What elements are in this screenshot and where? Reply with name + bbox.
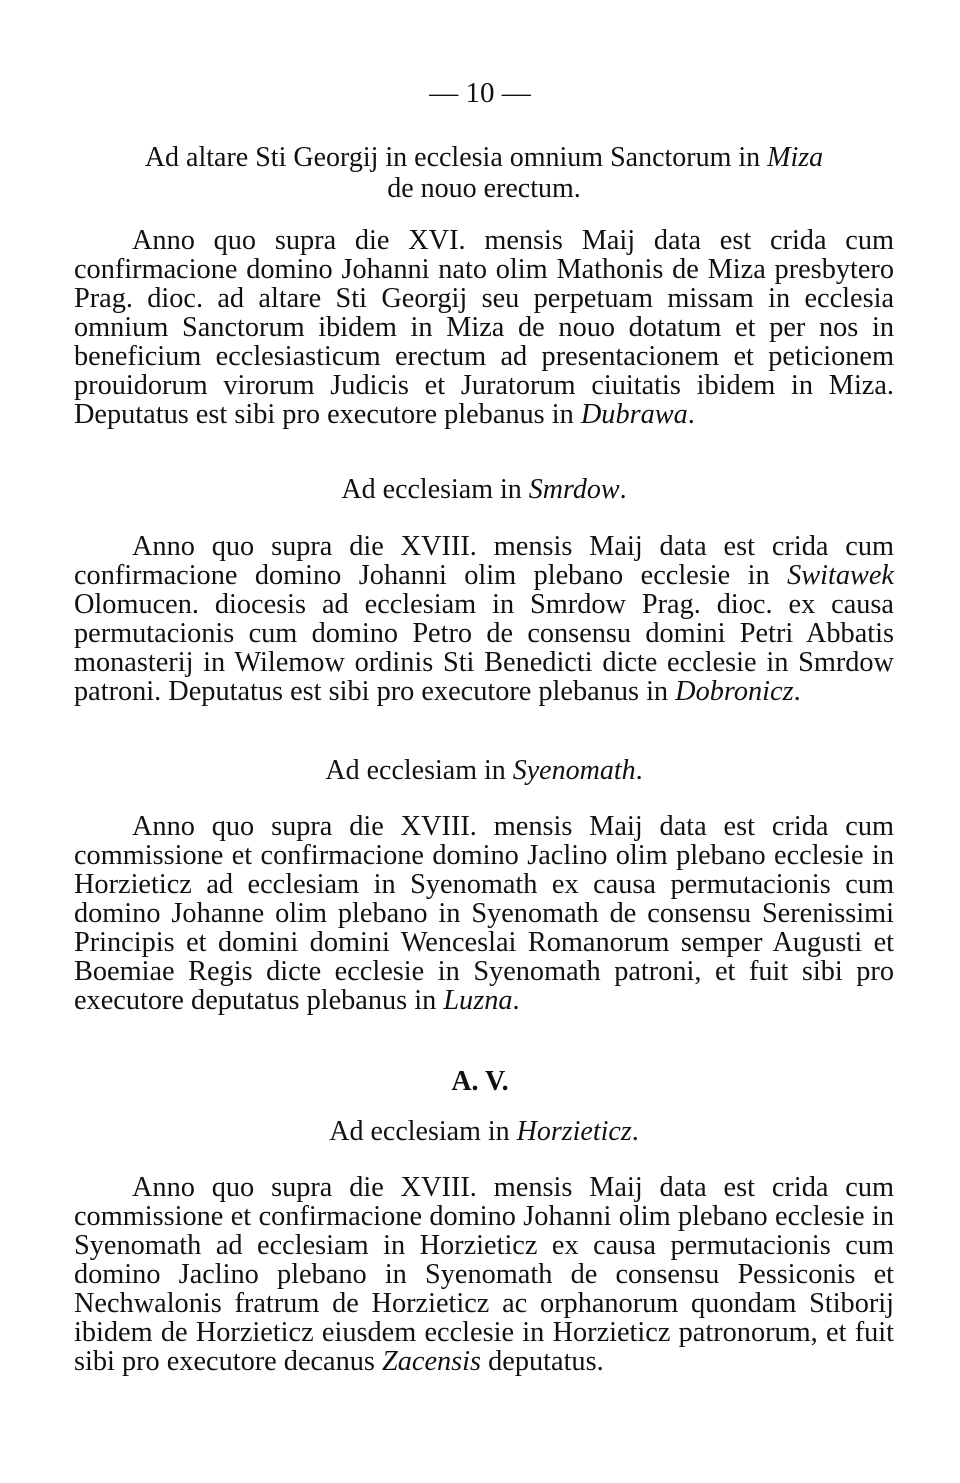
paragraph-miza	[74, 226, 894, 429]
page-number: — 10 —	[429, 77, 531, 109]
paragraph-place: Dobronicz	[675, 676, 794, 707]
paragraph-end: .	[512, 985, 520, 1016]
heading-text: Ad altare Sti Georgij in ecclesia omnium Sanctorum in	[144, 142, 768, 173]
heading-end: .	[635, 755, 643, 786]
heading-end: .	[619, 474, 627, 505]
paragraph-horzieticz	[74, 1173, 894, 1376]
heading-text: Ad ecclesiam in	[329, 1116, 517, 1147]
heading-place: Miza	[767, 142, 824, 173]
heading-place: Horzieticz	[516, 1116, 632, 1147]
paragraph-text-b: Olomucen. diocesis ad ecclesiam in Smrdow Prag. dioc. ex causa permutacionis cum domino Petro de consensu domini Petri Abbatis monasterij in Wilemow ordinis Sti Benedicti dicte ecclesie in Smrdow patroni. Deputatus est sibi pro executore plebanus in	[74, 589, 894, 707]
heading-line2: de nouo erectum.	[387, 173, 581, 204]
heading-smrdow	[74, 474, 894, 505]
section-marker: A. V.	[451, 1066, 509, 1097]
heading-text: Ad ecclesiam in	[341, 474, 529, 505]
heading-place: Syenomath	[512, 755, 636, 786]
paragraph-text-a: Anno quo supra die XVIII. mensis Maij data est crida cum confirmacione domino Johanni olim plebano ecclesie in	[74, 531, 894, 591]
paragraph-syenomath	[74, 812, 894, 1015]
paragraph-place: Dubrawa	[580, 399, 688, 430]
paragraph-text: Anno quo supra die XVIII. mensis Maij data est crida cum commissione et confirmacione domino Johanni olim plebano ecclesie in Syenomath ad ecclesiam in Horzieticz ex causa permutacionis cum domino Jaclino plebano in Syenomath de consensu Pessiconis et Nechwalonis fratrum de Horzieticz ac orphanorum quondam Stiborij ibidem de Horzieticz eiusdem ecclesie in Horzieticz patronorum, et fuit sibi pro executore decanus	[74, 1172, 894, 1377]
paragraph-text: Anno quo supra die XVI. mensis Maij data est crida cum confirmacione domino Johanni nato olim Mathonis de Miza presbytero Prag. dioc. ad altare Sti Georgij seu perpetuam missam in ecclesia omnium Sanctorum ibidem in Miza de nouo dotatum et per nos in beneficium ecclesiasticum erectum ad presentacionem et peticionem prouidorum virorum Judicis et Juratorum ciuitatis ibidem in Miza. Deputatus est sibi pro executore plebanus in	[74, 225, 894, 430]
heading-place: Smrdow	[528, 474, 620, 505]
paragraph-place: Zacensis	[382, 1346, 482, 1377]
paragraph-place: Luzna	[443, 985, 513, 1016]
paragraph-end: .	[793, 676, 801, 707]
paragraph-text: Anno quo supra die XVIII. mensis Maij data est crida cum commissione et confirmacione domino Jaclino olim plebano ecclesie in Horzieticz ad ecclesiam in Syenomath ex causa permutacionis cum domino Johanne olim plebano in Syenomath de consensu Serenissimi Principis et domini domini Wenceslai Romanorum semper Augusti et Boemiae Regis dicte ecclesie in Syenomath patroni, et fuit sibi pro executore deputatus plebanus in	[74, 811, 894, 1016]
heading-syenomath	[74, 755, 894, 786]
heading-miza	[74, 142, 894, 204]
paragraph-end: deputatus.	[481, 1346, 604, 1377]
paragraph-end: .	[687, 399, 695, 430]
heading-end: .	[631, 1116, 639, 1147]
heading-horzieticz	[74, 1116, 894, 1147]
heading-text: Ad ecclesiam in	[325, 755, 513, 786]
paragraph-place-a: Switawek	[787, 560, 894, 591]
paragraph-smrdow	[74, 532, 894, 706]
